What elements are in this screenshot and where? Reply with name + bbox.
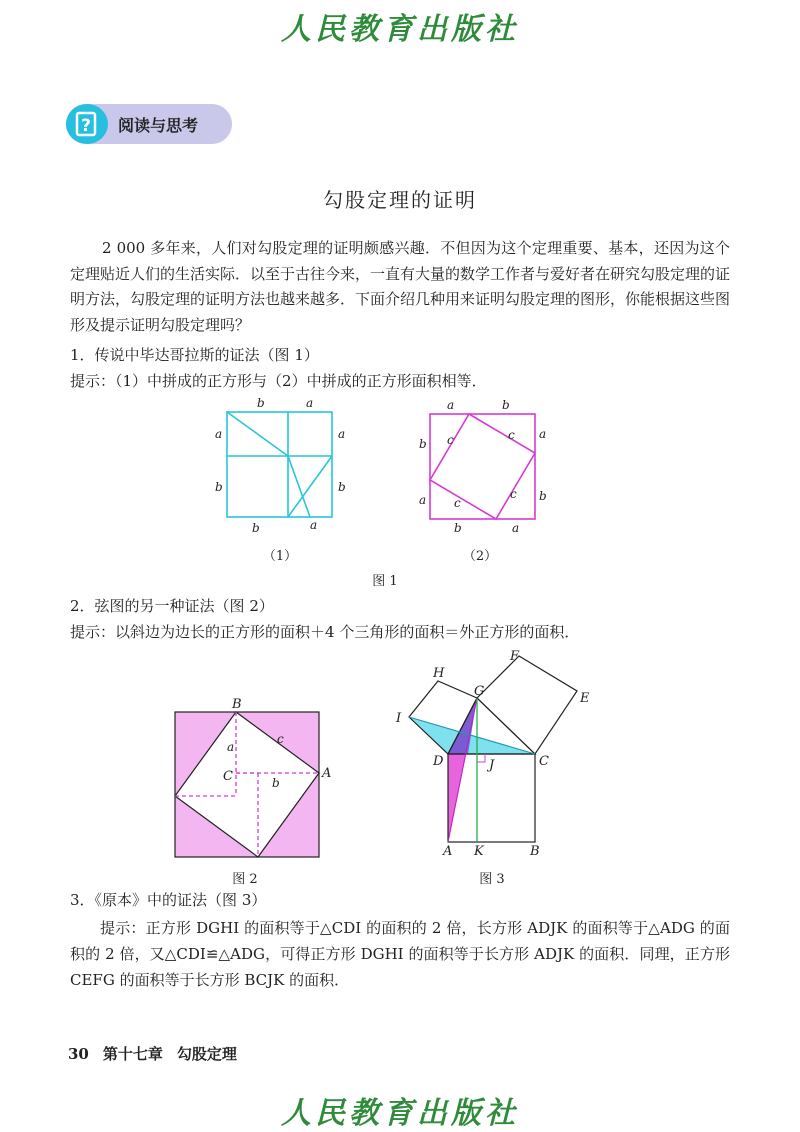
method1-hint: 提示：（1）中拼成的正方形与（2）中拼成的正方形面积相等． [70,372,487,390]
figure3 [388,648,603,863]
method2-hint: 提示：以斜边为边长的正方形的面积＋4 个三角形的面积＝外正方形的面积． [70,623,580,641]
label-a: a [512,521,520,535]
label-c: c [510,487,517,501]
label-b: b [257,396,265,410]
method1-heading: 1．传说中毕达哥拉斯的证法（图 1） [70,346,319,364]
label-A: A [443,844,453,859]
page-footer [68,1043,251,1064]
figure1-part1 [210,392,360,537]
method2-heading: 2．弦图的另一种证法（图 2） [70,597,274,615]
figure3-caption: 图 3 [479,872,505,887]
label-b: b [272,776,280,790]
question-book-icon [66,104,108,144]
method3-heading: 3．《原本》中的证法（图 3） [70,891,267,909]
figure2-caption: 图 2 [232,872,258,887]
label-H: H [433,666,445,681]
label-a: a [419,493,427,507]
label-J: J [489,758,495,773]
label-a: a [215,427,223,441]
publisher-logo-top: 人民教育出版社 [281,12,519,47]
label-a: a [306,396,314,410]
label-b: b [252,521,260,535]
svg-text:?: ? [81,116,91,136]
figure1-caption: 图 1 [372,574,398,589]
label-K: K [474,844,484,859]
page-title: 勾股定理的证明 [323,188,477,212]
figure1-sub2-caption: （2） [462,549,498,564]
label-b: b [454,521,462,535]
label-a: a [447,398,455,412]
label-D: D [433,754,444,769]
figure1-part2 [414,392,564,537]
fig1-outer-square [227,412,332,517]
label-b: b [215,480,223,494]
figure1-sub1-caption: （1） [262,549,298,564]
label-E: E [580,691,590,706]
label-a: a [338,427,346,441]
label-B: B [232,697,242,712]
figure2 [165,695,335,865]
chapter-number: 第十七章 [102,1045,163,1063]
label-c: c [447,433,454,447]
publisher-logo-bottom: 人民教育出版社 [281,1096,519,1131]
method3-hint: 提示：正方形 DGHI 的面积等于△CDI 的面积的 2 倍，长方形 ADJK 的面积等于△ADG 的面积的 2 倍，又△CDI≌△ADG，可得正方形 DGHI 的面积等于长方形 ADJK 的面积．同理，正方形 CEFG 的面积等于长方形 BCJK 的面积． [70,919,730,989]
chapter-title: 勾股定理 [176,1045,237,1063]
section-badge-label: 阅读与思考 [118,116,199,135]
fig1-outer-square [430,414,535,519]
label-C: C [539,754,549,769]
label-c: c [277,732,284,746]
label-G: G [474,684,485,699]
label-A: A [322,766,332,781]
label-b: b [338,480,346,494]
label-b: b [539,489,547,503]
label-b: b [419,437,427,451]
label-B: B [530,844,540,859]
label-c: c [454,496,461,510]
label-a: a [227,740,235,754]
fig1-inner-square [430,414,535,519]
fig3-square-CEFG [477,656,577,754]
label-C: C [223,769,233,784]
label-I: I [396,711,402,726]
intro-paragraph: 2 000 多年来，人们对勾股定理的证明颇感兴趣．不但因为这个定理重要、基本，还因为这个定理贴近人们的生活实际．以至于古往今来，一直有大量的数学工作者与爱好者在研究勾股定理的证明方法，勾股定理的证明方法也越来越多．下面介绍几种用来证明勾股定理的图形，你能根据这些图形及提示证明勾股定理吗？ [70,239,731,334]
page-number: 30 [68,1045,89,1063]
label-a: a [310,518,318,532]
label-c: c [508,428,515,442]
label-F: F [510,649,520,664]
label-a: a [539,427,547,441]
label-b: b [502,398,510,412]
